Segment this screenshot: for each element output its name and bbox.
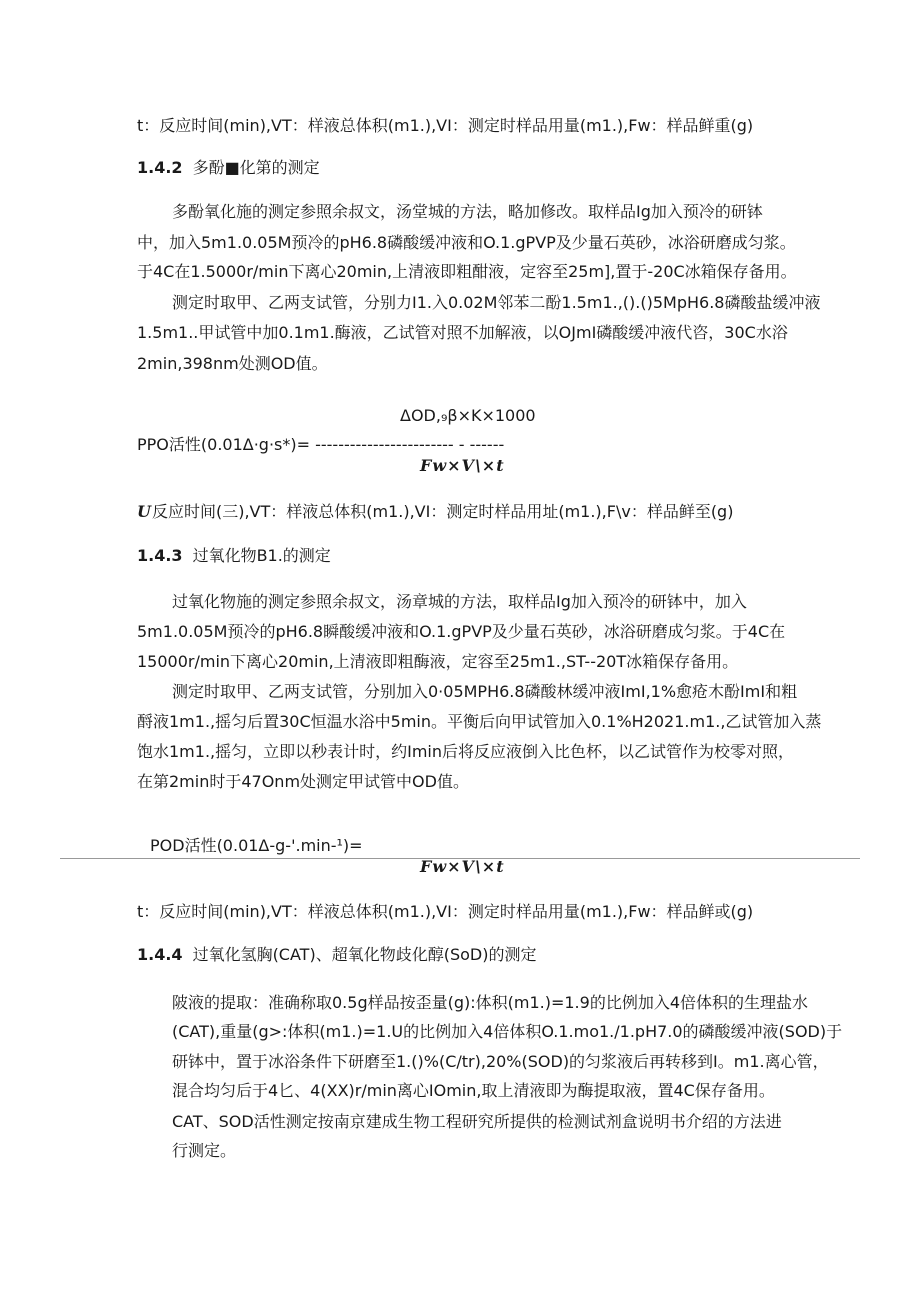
paragraph-line: 研钵中，置于冰浴条件下研磨至1.()%(C/tr),20%(SOD)的匀浆液后再转移到I。m1.离心管， <box>172 1052 829 1071</box>
paragraph-line: 于4C在1.5000r/min下离心20min,上清液即粗酣液，定容至25m],置于-20C冰箱保存备用。 <box>137 262 797 281</box>
paragraph-line: 饱水1m1.,摇匀，立即以秒表计时，约Imin后将反应液倒入比色杯，以乙试管作为校零对照， <box>137 742 795 761</box>
paragraph-line: 过氧化物施的测定参照余叔文，汤章城的方法，取样品Ig加入预冷的研钵中，加入 <box>172 592 747 611</box>
ppo-formula-numerator: ΔOD,₉β×K×1000 <box>400 406 536 425</box>
heading-text: 过氧化物B1.的测定 <box>192 546 331 565</box>
paragraph-line: 在第2min时于47Onm处测定甲试管中OD值。 <box>137 772 469 791</box>
heading-text: 多酚■化第的测定 <box>192 158 320 177</box>
paragraph-line: 测定时取甲、乙两支试管，分别力I1.入0.02M邻苯二酚1.5m1.,().()5MpH6.8磷酸盐缓冲液 <box>172 293 821 312</box>
paragraph-line: (CAT),重量(g>:体积(m1.)=1.U的比例加入4倍体积O.1.mo1./1.pH7.0的磷酸缓冲液(SOD)于 <box>172 1022 843 1041</box>
legend-line-2 <box>137 502 733 522</box>
paragraph-line: CAT、SOD活性测定按南京建成生物工程研究所提供的检测试剂盒说明书介绍的方法进 <box>172 1112 782 1131</box>
ppo-formula-left: PPO活性(0.01Δ·g·s*)= ------------------------ - ------ <box>137 435 505 454</box>
legend-symbol: U <box>137 502 152 521</box>
paragraph-line: 多酚氧化施的测定参照余叔文，汤堂城的方法，略加修改。取样品Ig加入预冷的研钵 <box>172 202 763 221</box>
paragraph-line: 测定时取甲、乙两支试管，分别加入0·05MPH6.8磷酸林缓冲液ImI,1%愈疮木酚ImI和粗 <box>172 682 798 701</box>
heading-text: 过氧化氢胸(CAT)、超氧化物歧化醇(SoD)的测定 <box>192 945 537 964</box>
paragraph-line: 行测定。 <box>172 1141 237 1160</box>
paragraph-line: 2min,398nm处测OD值。 <box>137 354 328 373</box>
section-heading-1-4-3 <box>137 546 331 566</box>
section-heading-1-4-4 <box>137 945 536 965</box>
legend-text: 反应时间(三),VT：样液总体积(m1.),VI：测定时样品用址(m1.),F\v：样品鲜至(g) <box>151 502 734 521</box>
heading-number: 1.4.2 <box>137 158 183 177</box>
heading-number: 1.4.4 <box>137 945 183 964</box>
ppo-formula-denominator: Fw×V\×t <box>420 456 505 475</box>
pod-formula-left: POD活性(0.01Δ-g-'.min-¹)= <box>150 836 363 855</box>
paragraph-line: 中，加入5m1.0.05M预冷的pH6.8磷酸缓冲液和O.1.gPVP及少量石英砂，冰浴研磨成匀浆。 <box>137 233 796 252</box>
pod-formula-denominator: Fw×V\×t <box>420 857 505 876</box>
legend-line-1: t：反应时间(min),VT：样液总体积(m1.),VI：测定时样品用量(m1.),Fw：样品鲜重(g) <box>137 116 754 135</box>
paragraph-line: 15000r/min下离心20min,上清液即粗酶液，定容至25m1.,ST--20T冰箱保存备用。 <box>137 652 739 671</box>
paragraph-line: 陂液的提取：准确称取0.5g样品按歪量(g):体积(m1.)=1.9的比例加入4倍体积的生理盐水 <box>172 993 809 1012</box>
section-heading-1-4-2 <box>137 158 320 178</box>
paragraph-line: 混合均匀后于4匕、4(XX)r/min离心IOmin,取上清液即为酶提取液，置4C保存备用。 <box>172 1081 775 1100</box>
legend-line-3: t：反应时间(min),VT：样液总体积(m1.),VI：测定时样品用量(m1.),Fw：样品鲜或(g) <box>137 902 754 921</box>
heading-number: 1.4.3 <box>137 546 183 565</box>
paragraph-line: 5m1.0.05M预冷的pH6.8瞬酸缓冲液和O.1.gPVP及少量石英砂，冰浴研磨成匀浆。于4C在 <box>137 622 786 641</box>
paragraph-line: 1.5m1..甲试管中加0.1m1.酶液，乙试管对照不加解液，以OJmI磷酸缓冲液代咨，30C水浴 <box>137 323 788 342</box>
paragraph-line: 酹液1m1.,摇匀后置30C恒温水浴中5min。平衡后向甲试管加入0.1%H2021.m1.,乙试管加入蒸 <box>137 712 822 731</box>
